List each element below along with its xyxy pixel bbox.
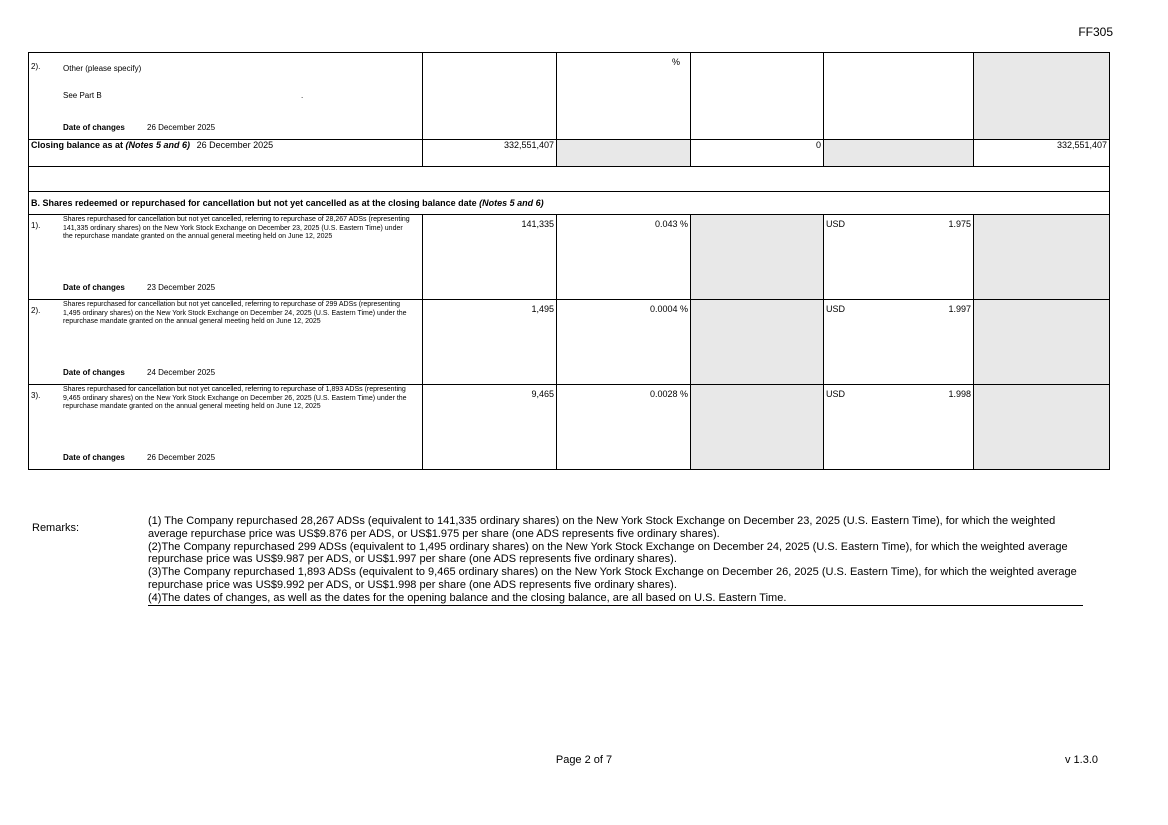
repurchase-shares: 1,495 — [423, 300, 557, 385]
other-change-row — [29, 53, 1110, 140]
date-label: Date of changes — [63, 453, 125, 462]
other-date-row — [63, 123, 215, 132]
remarks-block — [148, 515, 1083, 606]
row-number: 1). — [31, 221, 41, 230]
closing-balance-row — [29, 140, 1110, 167]
grey-cell — [974, 53, 1110, 140]
grey-cell — [691, 385, 824, 470]
closing-balance-shares: 332,551,407 — [423, 140, 557, 167]
repurchase-description: Shares repurchased for cancellation but not yet cancelled, referring to repurchase of 299 ADSs (representing 1,495 ordinary shares) on the New York Stock Exchange on December 24, 2025 (U.S. Eastern Time) under the repurchase mandate granted on the annual general meeting held on June 12, 2025 — [63, 301, 407, 325]
grey-cell — [974, 215, 1110, 300]
repurchase-row — [29, 300, 1110, 385]
price: 1.975 — [948, 219, 971, 229]
percent-sign: % — [671, 57, 680, 67]
row-number: 3). — [31, 391, 41, 400]
row-number: 2). — [31, 62, 41, 71]
closing-balance-label: Closing balance as at — [31, 140, 124, 150]
section-b-notes: (Notes 5 and 6) — [479, 198, 544, 208]
remarks-label: Remarks: — [32, 522, 80, 534]
section-b-heading — [29, 192, 1110, 215]
row-number: 2). — [31, 306, 41, 315]
currency: USD — [826, 219, 846, 229]
share-movement-table — [28, 52, 1110, 470]
other-shares-cell — [423, 53, 557, 140]
repurchase-percent: 0.0004 % — [557, 300, 691, 385]
repurchase-shares: 141,335 — [423, 215, 557, 300]
spacer-row — [29, 167, 1110, 192]
remark-item: (4)The dates of changes, as well as the dates for the opening balance and the closing balance, are all based on U.S. Eastern Time. — [148, 591, 787, 604]
currency: USD — [826, 389, 846, 399]
grey-cell — [691, 215, 824, 300]
form-code: FF305 — [1078, 25, 1113, 39]
section-b-heading-row — [29, 192, 1110, 215]
grey-cell — [557, 140, 691, 167]
repurchase-date-row — [63, 283, 215, 292]
date-label: Date of changes — [63, 368, 125, 377]
repurchase-price-cell — [824, 385, 974, 470]
repurchase-shares: 9,465 — [423, 385, 557, 470]
other-percent-cell — [557, 53, 691, 140]
repurchase-row — [29, 385, 1110, 470]
date-label: Date of changes — [63, 123, 125, 132]
other-change-description-cell — [29, 53, 423, 140]
section-b-title: B. Shares redeemed or repurchased for cancellation but not yet cancelled as at the closing balance date — [31, 198, 477, 208]
currency: USD — [826, 304, 846, 314]
repurchase-description-cell — [29, 215, 423, 300]
grey-cell — [974, 300, 1110, 385]
other-dot: . — [301, 91, 304, 100]
remark-item: (3)The Company repurchased 1,893 ADSs (equivalent to 9,465 ordinary shares) on the New York Stock Exchange on December 26, 2025 (U.S. Eastern Time), for which the weighted average repurchase price was US$9.992 per ADS, or US$1.998 per share (one ADS represents five ordinary shares). — [148, 566, 1077, 591]
repurchase-percent: 0.043 % — [557, 215, 691, 300]
repurchase-description: Shares repurchased for cancellation but not yet cancelled, referring to repurchase of 28,267 ADSs (representing 141,335 ordinary shares) on the New York Stock Exchange on December 23, 2025 (U.S. Eastern Time) under the repurchase mandate granted on the annual general meeting held on June 12, 2025 — [63, 216, 410, 240]
other-detail: See Part B — [63, 91, 102, 100]
repurchase-description-cell — [29, 385, 423, 470]
repurchase-price-cell — [824, 215, 974, 300]
repurchase-row — [29, 215, 1110, 300]
repurchase-description-cell — [29, 300, 423, 385]
grey-cell — [691, 300, 824, 385]
closing-balance-change: 0 — [691, 140, 824, 167]
date-value: 24 December 2025 — [147, 368, 216, 377]
closing-balance-total: 332,551,407 — [974, 140, 1110, 167]
spacer-cell — [29, 167, 1110, 192]
empty-cell — [824, 53, 974, 140]
page-number: Page 2 of 7 — [555, 754, 613, 766]
repurchase-price-cell — [824, 300, 974, 385]
remark-item: (2)The Company repurchased 299 ADSs (equivalent to 1,495 ordinary shares) on the New York Stock Exchange on December 24, 2025 (U.S. Eastern Time), for which the weighted average repurchase price was US$9.987 per ADS, or US$1.997 per share (one ADS represents five ordinary shares). — [148, 540, 1068, 566]
closing-balance-date: 26 December 2025 — [196, 140, 274, 150]
remark-item: (1) The Company repurchased 28,267 ADSs (equivalent to 141,335 ordinary shares) on the New York Stock Exchange on December 23, 2025 (U.S. Eastern Time), for which the weighted average repurchase price was US$9.876 per ADS, or US$1.975 per share (one ADS represents five ordinary shares). — [148, 515, 1056, 540]
date-label: Date of changes — [63, 283, 125, 292]
empty-cell — [691, 53, 824, 140]
repurchase-description: Shares repurchased for cancellation but not yet cancelled, referring to repurchase of 1,893 ADSs (representing 9,465 ordinary shares) on the New York Stock Exchange on December 26, 2025 (U.S. Eastern Time) under the repurchase mandate granted on the annual general meeting held on June 12, 2025 — [63, 386, 407, 410]
other-label: Other (please specify) — [63, 64, 142, 73]
closing-balance-label-cell — [29, 140, 423, 167]
grey-cell — [824, 140, 974, 167]
date-value: 23 December 2025 — [147, 283, 216, 292]
repurchase-date-row — [63, 368, 215, 377]
price: 1.997 — [948, 304, 971, 314]
price: 1.998 — [948, 389, 971, 399]
repurchase-date-row — [63, 453, 215, 462]
closing-balance-notes: (Notes 5 and 6) — [125, 140, 191, 150]
repurchase-percent: 0.0028 % — [557, 385, 691, 470]
grey-cell — [974, 385, 1110, 470]
date-value: 26 December 2025 — [147, 123, 216, 132]
date-value: 26 December 2025 — [147, 453, 216, 462]
version-label: v 1.3.0 — [1064, 754, 1098, 766]
